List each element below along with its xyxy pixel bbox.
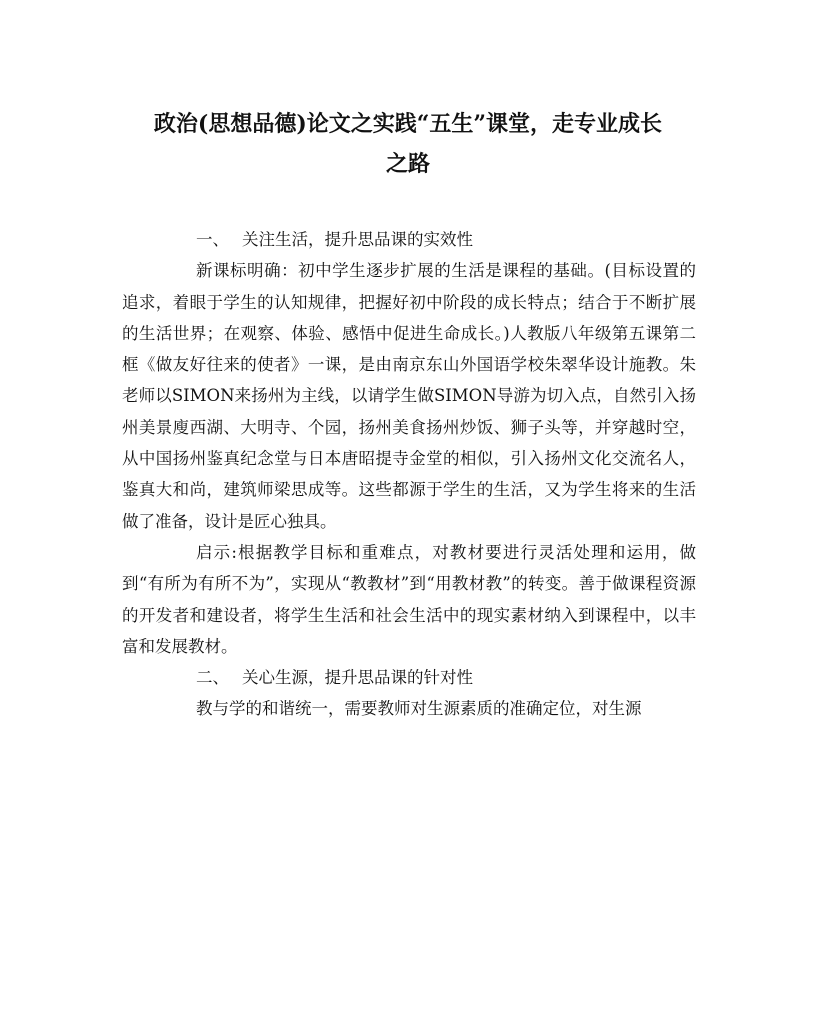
section-heading-number: 二、 <box>196 668 229 688</box>
document-title <box>110 104 706 184</box>
document-body <box>122 224 696 725</box>
paragraph: 教与学的和谐统一，需要教师对生源素质的准确定位，对生源 <box>196 699 642 719</box>
paragraph: 新课标明确：初中学生逐步扩展的生活是课程的基础。(目标设置的追求，着眼于学生的认知规律，把握好初中阶段的成长特点；结合于不断扩展的生活世界；在观察、体验、感悟中促进生命成长。)人教版八年级第五课第二框《做友好往来的使者》一课，是由南京东山外国语学校朱翠华设计施教。朱老师以SIMON来扬州为主线，以请学生做SIMON导游为切入点，自然引入扬州美景廋西湖、大明寺、个园，扬州美食扬州炒饭、狮子头等，并穿越时空，从中国扬州鉴真纪念堂与日本唐昭提寺金堂的相似，引入扬州文化交流名人，鉴真大和尚，建筑师梁思成等。这些都源于学生的生活，又为学生将来的生活做了准备，设计是匠心独具。 <box>122 261 696 531</box>
section-heading-number: 一、 <box>196 230 229 249</box>
section-heading-text: 关心生源，提升思品课的针对性 <box>242 668 473 688</box>
title-line-1: 政治(思想品德)论文之实践“五生”课堂，走专业成长 <box>153 111 663 137</box>
section-heading-2 <box>122 662 696 693</box>
title-line-2: 之路 <box>385 151 430 177</box>
section-heading-1 <box>122 224 696 255</box>
section-heading-text: 关注生活，提升思品课的实效性 <box>242 230 473 249</box>
paragraph: 启示:根据教学目标和重难点，对教材要进行灵活处理和运用，做到“有所为有所不为”，实现从“教教材”到“用教材教”的转变。善于做课程资源的开发者和建设者，将学生生活和社会生活中的现实素材纳入到课程中，以丰富和发展教材。 <box>122 542 696 656</box>
